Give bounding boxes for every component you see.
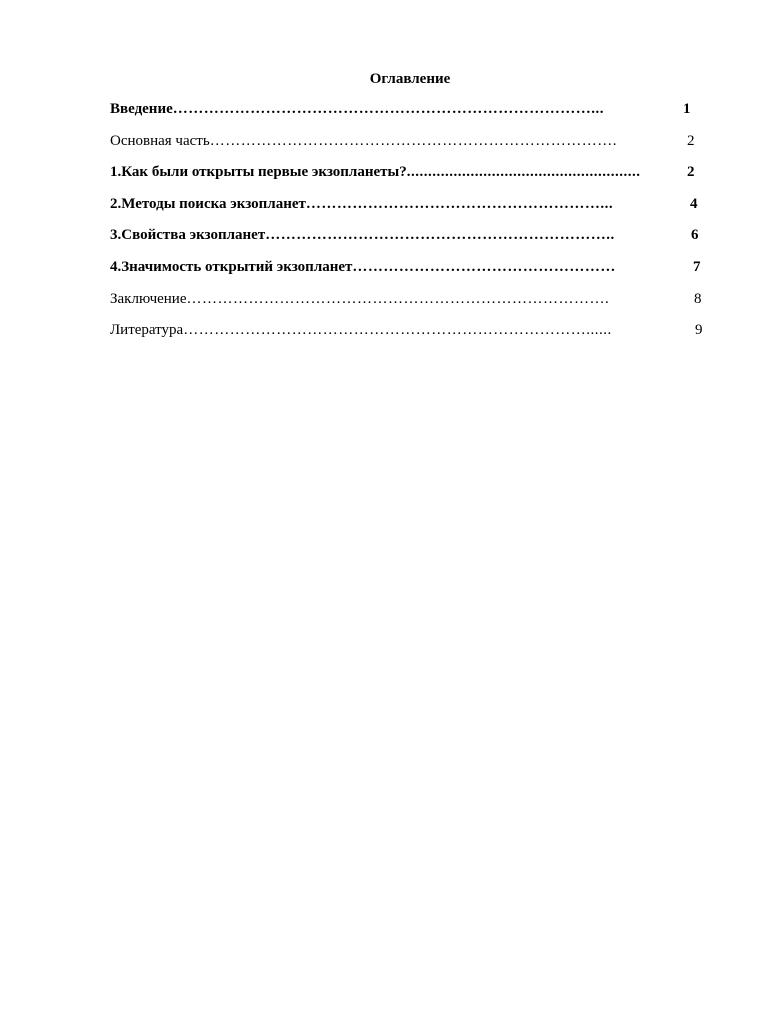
toc-entry-page: 2 <box>687 132 695 149</box>
toc-entry-leader: …………………………………………… <box>352 258 616 275</box>
toc-entry-leader: ……………………………………………………………………. <box>209 132 617 149</box>
toc-entry-page: 9 <box>695 322 703 339</box>
toc-entry-label: Литература <box>110 322 184 339</box>
toc-entry-page: 6 <box>691 227 699 244</box>
toc-entry-conclusion <box>110 290 710 308</box>
toc-entry-label: 2.Методы поиска экзопланет <box>110 195 306 212</box>
toc-entry-introduction <box>110 100 710 118</box>
toc-entry-page: 2 <box>687 164 695 181</box>
toc-entry-leader: ……………………………………………………………………...... <box>183 322 612 339</box>
toc-entry-leader: …………………………………………………... <box>305 195 614 212</box>
toc-entry-section-4 <box>110 258 710 276</box>
toc-title: Оглавление <box>369 71 451 87</box>
toc-entry-label: Основная часть <box>110 132 210 149</box>
toc-entry-section-1 <box>110 163 710 181</box>
toc-entry-page: 7 <box>693 258 701 275</box>
toc-entry-label: Введение <box>110 101 173 117</box>
toc-entry-section-2 <box>110 195 710 213</box>
toc-entry-section-3 <box>110 226 710 244</box>
toc-entry-leader: ………………………………………………………….. <box>265 227 615 244</box>
toc-entry-main-part <box>110 132 710 150</box>
toc-entry-leader: ....................................................... <box>406 164 641 181</box>
toc-entry-label: Заключение <box>110 290 187 307</box>
toc-list <box>110 100 710 353</box>
toc-entry-label: 4.Значимость открытий экзопланет <box>110 258 353 275</box>
toc-entry-page: 1 <box>683 101 691 117</box>
toc-entry-label: 1.Как были открыты первые экзопланеты? <box>110 164 407 181</box>
toc-entry-leader: ………………………………………………………………………. <box>186 290 610 307</box>
toc-entry-leader: ………………………………………………………………………... <box>172 101 605 117</box>
toc-entry-label: 3.Свойства экзопланет <box>110 227 266 244</box>
toc-entry-literature <box>110 321 710 339</box>
toc-entry-page: 8 <box>694 290 702 307</box>
toc-entry-page: 4 <box>690 195 698 212</box>
